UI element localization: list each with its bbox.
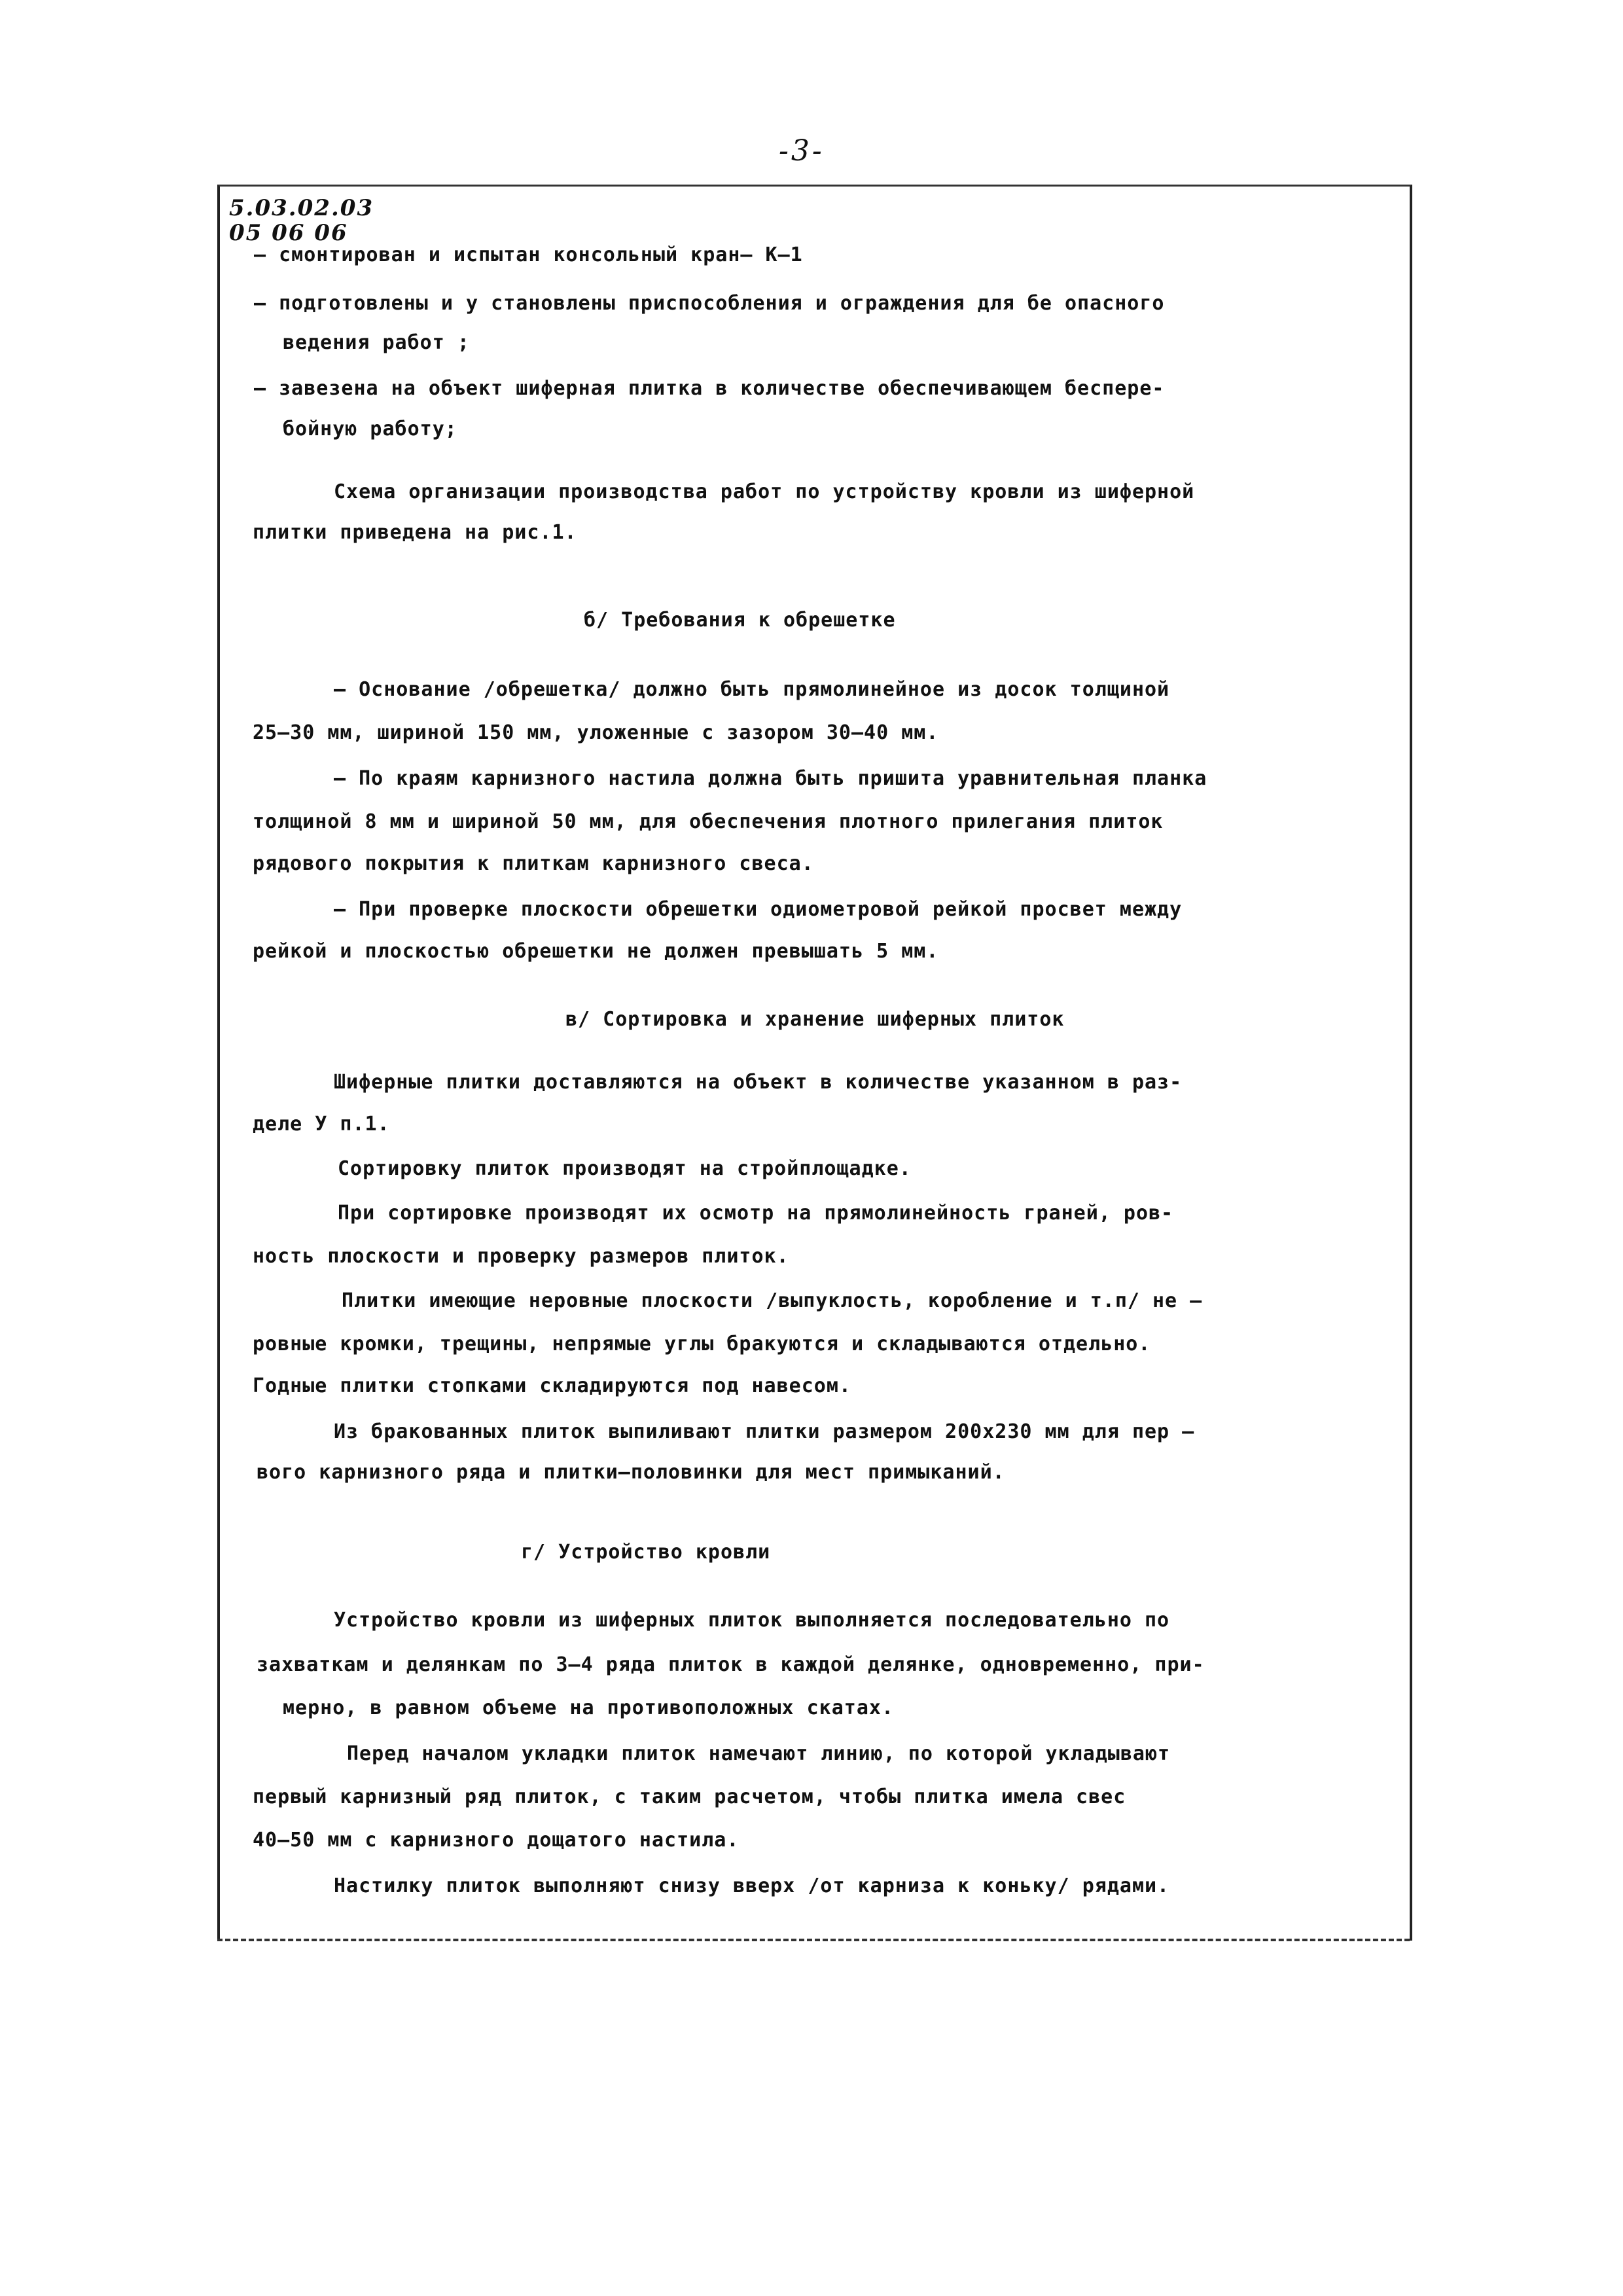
text-line: плитки приведена на рис.1. [253, 521, 577, 544]
text-line: Плитки имеющие неровные плоскости /выпуклость, коробление и т.п/ не – [342, 1289, 1203, 1312]
text-line: Сортировку плиток производят на стройплощадке. [338, 1157, 912, 1180]
text-line: захваткам и делянкам по 3–4 ряда плиток в каждой делянке, одновременно, при- [257, 1653, 1205, 1676]
text-line: рядового покрытия к плиткам карнизного свеса. [253, 852, 814, 875]
text-line: толщиной 8 мм и шириной 50 мм, для обеспечения плотного прилегания плиток [253, 810, 1164, 833]
text-line: – По краям карнизного настила должна быть пришита уравнительная планка [334, 767, 1207, 790]
text-line: – смонтирован и испытан консольный кран– К–1 [254, 243, 803, 266]
text-line: первый карнизный ряд плиток, с таким расчетом, чтобы плитка имела свес [253, 1785, 1126, 1808]
frame-bottom-line [217, 1939, 1410, 1941]
text-line: – подготовлены и у становлены приспособления и ограждения для бе опасного [254, 292, 1165, 315]
text-line: вого карнизного ряда и плитки–половинки для мест примыканий. [257, 1461, 1005, 1484]
text-line: деле У п.1. [253, 1113, 390, 1136]
section-heading-b: б/ Требования к обрешетке [584, 609, 896, 632]
text-line: При сортировке производят их осмотр на прямолинейность граней, ров- [338, 1202, 1174, 1225]
text-line: Перед началом укладки плиток намечают линию, по которой укладывают [347, 1742, 1171, 1765]
text-line: Шиферные плитки доставляются на объект в количестве указанном в раз- [334, 1071, 1183, 1094]
text-line: Схема организации производства работ по устройству кровли из шиферной [334, 480, 1195, 503]
text-line: 40–50 мм с карнизного дощатого настила. [253, 1829, 740, 1852]
text-line: ность плоскости и проверку размеров плиток. [253, 1245, 789, 1268]
text-line: Годные плитки стопками складируются под навесом. [253, 1374, 851, 1397]
text-line: Настилку плиток выполняют снизу вверх /от карниза к коньку/ рядами. [334, 1874, 1170, 1897]
text-line: – завезена на объект шиферная плитка в количестве обеспечивающем бесперe- [254, 377, 1165, 400]
text-line: ровные кромки, трещины, непрямые углы бракуются и складываются отдельно. [253, 1333, 1151, 1355]
section-heading-g: г/ Устройство кровли [521, 1541, 771, 1564]
text-line: Из бракованных плиток выпиливают плитки размером 200х230 мм для пер – [334, 1420, 1195, 1443]
text-line: 25–30 мм, шириной 150 мм, уложенные с зазором 30–40 мм. [253, 721, 939, 744]
section-heading-v: в/ Сортировка и хранение шиферных плиток [565, 1008, 1065, 1031]
text-line: мерно, в равном объеме на противоположных скатах. [283, 1696, 895, 1719]
page-frame [217, 185, 1412, 1941]
doc-code-2: 05 06 06 [229, 220, 348, 246]
doc-code-1: 5.03.02.03 [229, 195, 374, 221]
text-line: – Основание /обрешетка/ должно быть прямолинейное из досок толщиной [334, 678, 1170, 701]
page-number: -3- [779, 134, 825, 168]
text-line: Устройство кровли из шиферных плиток выполняется последовательно по [334, 1609, 1170, 1632]
text-line: – При проверке плоскости обрешетки одиометровой рейкой просвет между [334, 898, 1183, 921]
text-line: ведения работ ; [283, 331, 470, 354]
text-line: рейкой и плоскостью обрешетки не должен превышать 5 мм. [253, 940, 939, 963]
text-line: бойную работу; [283, 418, 457, 440]
